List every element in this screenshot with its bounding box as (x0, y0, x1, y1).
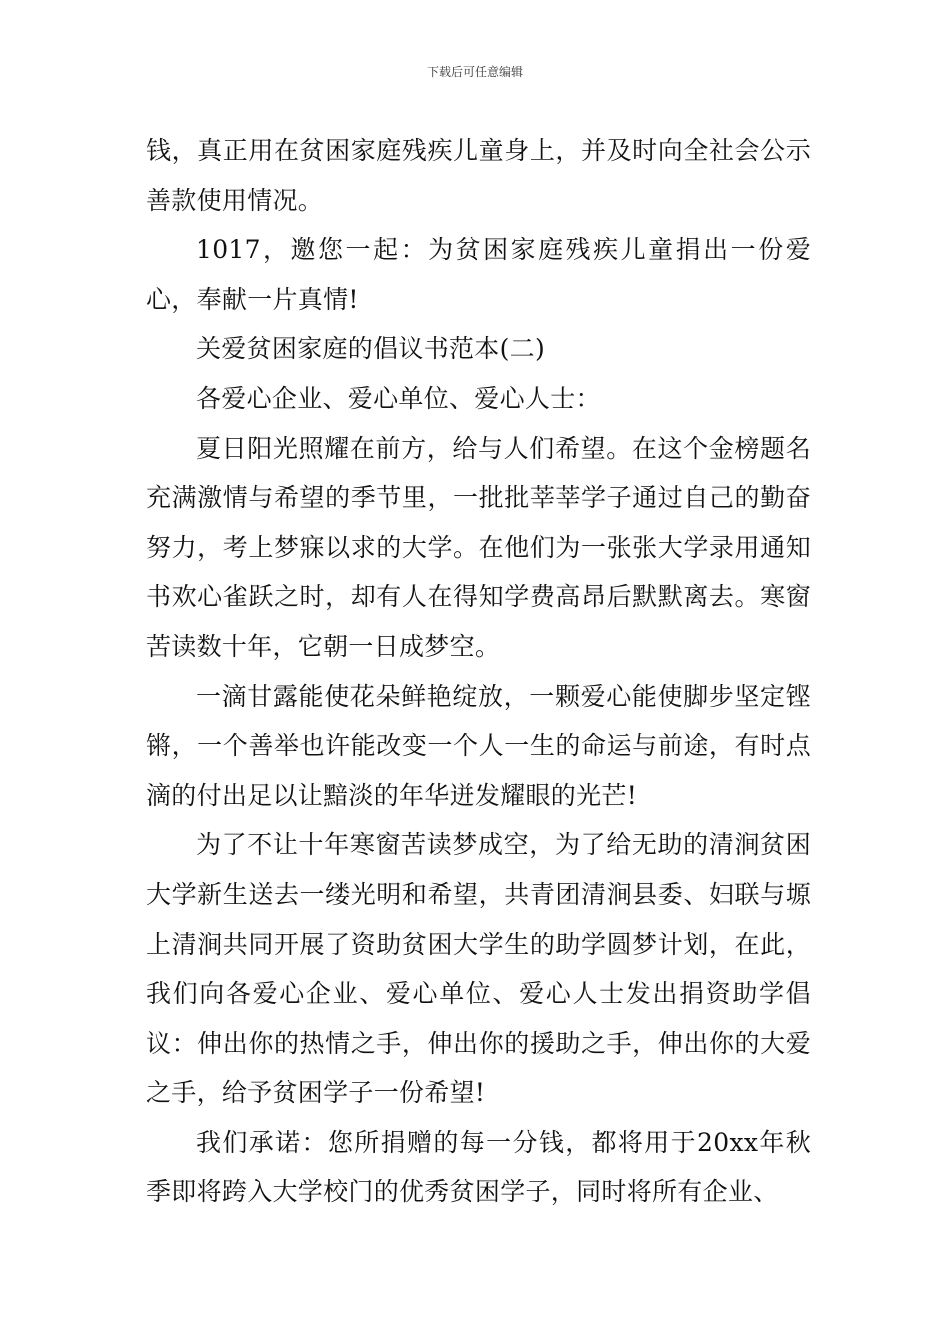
paragraph-6: 一滴甘露能使花朵鲜艳绽放，一颗爱心能使脚步坚定铿锵，一个善举也许能改变一个人一生的命运与前途，有时点滴的付出足以让黯淡的年华迸发耀眼的光芒! (146, 681, 811, 810)
paragraph-1: 钱，真正用在贫困家庭残疾儿童身上，并及时向全社会公示善款使用情况。 (146, 136, 811, 215)
paragraph-5: 夏日阳光照耀在前方，给与人们希望。在这个金榜题名充满激情与希望的季节里，一批批莘莘学子通过自己的勤奋努力，考上梦寐以求的大学。在他们为一张张大学录用通知书欢心雀跃之时，却有人在得知学费高昂后默默离去。寒窗苦读数十年，它朝一日成梦空。 (146, 433, 811, 661)
paragraph-8: 我们承诺：您所捐赠的每一分钱，都将用于20xx年秋季即将跨入大学校门的优秀贫困学子，同时将所有企业、 (146, 1127, 811, 1207)
paragraph-2: 1017，邀您一起：为贫困家庭残疾儿童捐出一份爱心，奉献一片真情! (146, 235, 811, 314)
section-title: 关爱贫困家庭的倡议书范本(二) (196, 334, 546, 364)
document-body (146, 126, 811, 1217)
salutation: 各爱心企业、爱心单位、爱心人士： (196, 383, 601, 413)
paragraph-7: 为了不让十年寒窗苦读梦成空，为了给无助的清涧贫困大学新生送去一缕光明和希望，共青团清涧县委、妇联与塬上清涧共同开展了资助贫困大学生的助学圆梦计划，在此，我们向各爱心企业、爱心单位、爱心人士发出捐资助学倡议：伸出你的热情之手，伸出你的援助之手，伸出你的大爱之手，给予贫困学子一份希望! (146, 830, 811, 1108)
page-header: 下载后可任意编辑 (426, 65, 523, 79)
